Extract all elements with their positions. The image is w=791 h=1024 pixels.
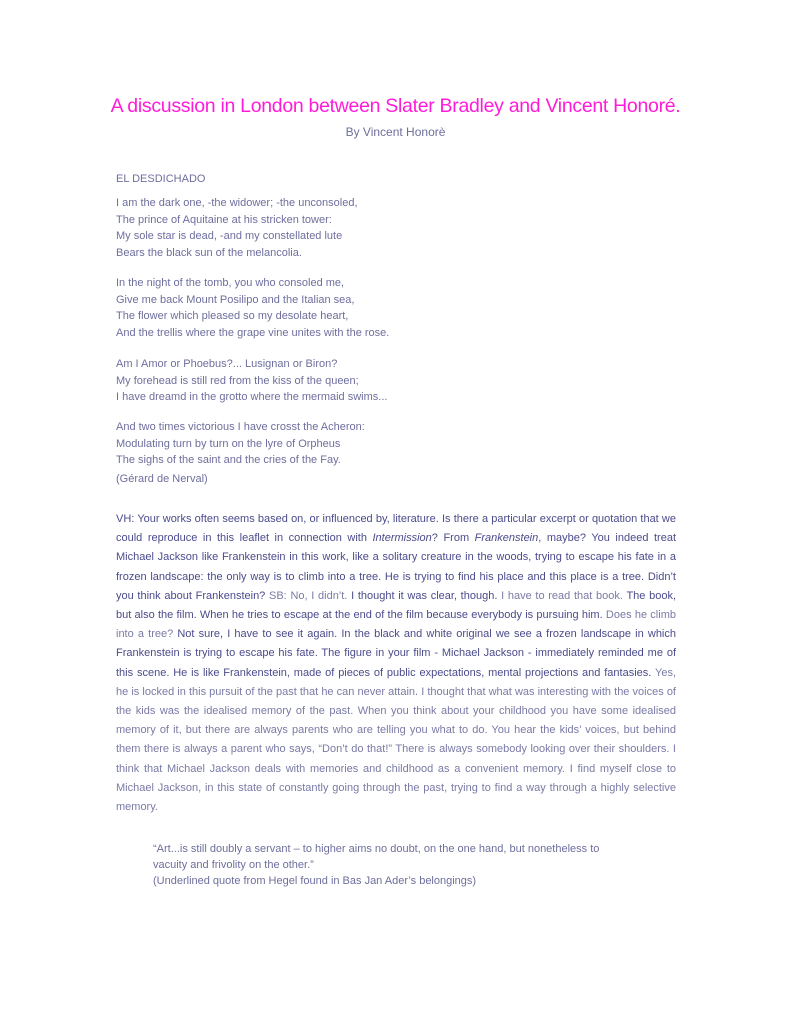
poem-line: And two times victorious I have crosst the Acheron: (116, 421, 365, 433)
poem-line: Modulating turn by turn on the lyre of Orpheus (116, 437, 341, 450)
interview-answer: I have to read that book. (497, 589, 623, 602)
poem-line: My sole star is dead, -and my constellated lute (116, 230, 343, 242)
interview-question: Not sure, I have to see it again. In the black and white original we see a frozen landscape in which Frankenstein is trying to escape his fate. The figure in your film - Michael Jackson - immediately reminded me of this scene. He is like Frankenstein, made of pieces of public expectations, mental projections and fantasies. (116, 628, 676, 679)
book-title-frankenstein: Frankenstein (474, 532, 539, 545)
interview-question: ? From (431, 532, 475, 545)
poem-line: I have dreamd in the grotto where the mermaid swims... (116, 391, 388, 403)
poem-line: Bears the black sun of the melancolia. (116, 246, 302, 259)
interview-paragraph (116, 510, 676, 817)
poem-line: The flower which pleased so my desolate heart, (116, 310, 349, 322)
document-title: A discussion in London between Slater Bradley and Vincent Honoré. (110, 95, 681, 117)
poem-credit: (Gérard de Nerval) (116, 473, 208, 485)
interview-answer: Yes, he is locked in this pursuit of the past that he can never attain. I thought that what was interesting with the voices of the kids was the idealised memory of the past. When you think about your childhood you have some idealised memory of it, but there are always parents who are telling you what to do. You hear the kids’ voices, but behind them there is always a parent who says, “Don’t do that!” There is always somebody looking over their shoulders. I think that Michael Jackson deals with memories and childhood as a convenient memory. I find myself close to Michael Jackson, in this state of constantly going through the past, trying to find a way through a highly selective memory. (116, 666, 676, 814)
poem-stanza-4 (116, 419, 365, 469)
interview-question: I thought it was clear, though. (347, 589, 498, 602)
poem-line: I am the dark one, -the widower; -the unconsoled, (116, 197, 358, 209)
poem-line: In the night of the tomb, you who consoled me, (116, 277, 345, 289)
poem-line: Am I Amor or Phoebus?... Lusignan or Biron? (116, 358, 338, 370)
poem-heading: EL DESDICHADO (116, 173, 206, 185)
hegel-quote (153, 841, 653, 890)
poem-stanza-2 (116, 275, 389, 341)
poem-line: The prince of Aquitaine at his stricken tower: (116, 213, 332, 226)
interview-answer: Does he climb into a tree? (116, 609, 676, 641)
quote-line: “Art...is still doubly a servant – to higher aims no doubt, on the one hand, but nonetheless to (153, 843, 600, 855)
poem-line: Give me back Mount Posilipo and the Italian sea, (116, 293, 355, 306)
poem-line: And the trellis where the grape vine unites with the rose. (116, 326, 390, 339)
interview-question: VH: Your works often seems based on, or influenced by, literature. Is there a particular excerpt or quotation that we could reproduce in this leaflet in connection with (116, 513, 676, 545)
quote-attribution: (Underlined quote from Hegel found in Bas Jan Ader’s belongings) (153, 875, 477, 888)
poem-stanza-1 (116, 195, 358, 261)
poem-stanza-3 (116, 356, 387, 406)
poem-line: My forehead is still red from the kiss of the queen; (116, 374, 359, 387)
interview-question: The book, but also the film. When he tries to escape at the end of the film because everybody is pursuing him. (116, 589, 677, 622)
byline: By Vincent Honorè (345, 125, 446, 139)
poem-line: The sighs of the saint and the cries of the Fay. (116, 454, 341, 466)
interview-answer: SB: No, I didn’t. (265, 589, 348, 602)
interview-question: , maybe? You indeed treat Michael Jackson like Frankenstein in this work, like a solitary creature in the woods, trying to escape his fate in a frozen landscape: the only way is to climb into a tree. He is trying to find his place and this place is a tree. Didn’t you think about Frankenstein? (116, 532, 676, 602)
film-title-intermission: Intermission (372, 532, 432, 545)
quote-line: vacuity and frivolity on the other.” (153, 859, 314, 872)
